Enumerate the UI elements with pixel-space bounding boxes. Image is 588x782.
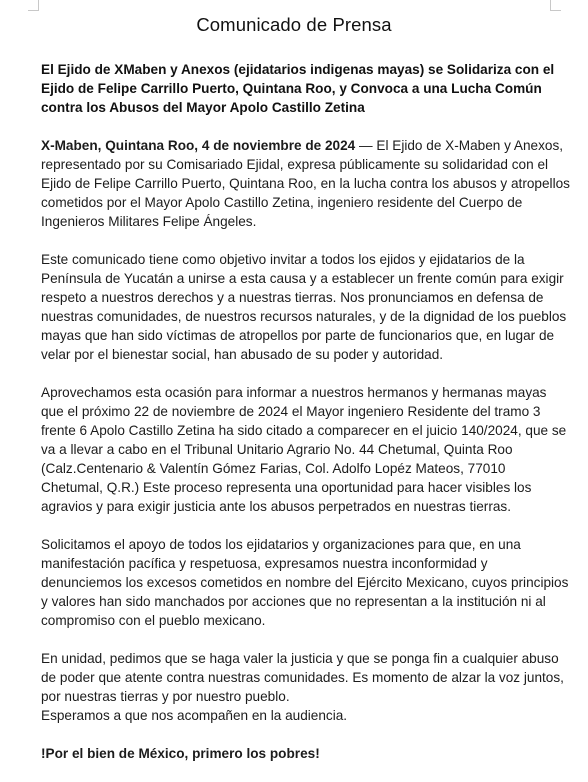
paragraph-unity: En unidad, pedimos que se haga valer la justicia y que se ponga fin a cualquier abuso de poder que atente contra nuestras comunidades. Es momento de alzar la voz juntos, por nuestras tierras y por nuestro pueblo. (41, 651, 564, 704)
paragraph-intro-text: — El Ejido de X-Maben y Anexos, representado por su Comisariado Ejidal, expresa públicamente su solidaridad con el Ejido de Felipe Carrillo Puerto, Quintana Roo, en la lucha contra los abusos y atropellos cometidos por el Mayor Apolo Castillo Zetina, ingeniero residente del Cuerpo de Ingenieros Militares Felipe Ángeles. (41, 138, 570, 229)
paragraph-support: Solicitamos el apoyo de todos los ejidatarios y organizaciones para que, en una manifestación pacífica y respetuosa, expresamos nuestra inconformidad y denunciemos los excesos cometidos en nombre del Ejército Mexicano, cuyos principios y valores han sido manchados por acciones que no representan a la institución ni al compromiso con el pueblo mexicano. (41, 537, 569, 628)
page-corner-mark-right (550, 0, 561, 11)
document-title: Comunicado de Prensa (196, 14, 392, 35)
paragraph-objective: Este comunicado tiene como objetivo invitar a todos los ejidos y ejidatarios de la Península de Yucatán a unirse a esta causa y a establecer un frente común para exigir respeto a nuestros derechos y a nuestras tierras. Nos pronunciamos en defensa de nuestras comunidades, de nuestros recursos naturales, y de la dignidad de los pueblos mayas que han sido víctimas de atropellos por parte de funcionarios que, en lugar de velar por el bienestar social, han abusado de su poder y autoridad. (41, 252, 567, 362)
paragraph-hearing: Aprovechamos esta ocasión para informar a nuestros hermanos y hermanas mayas que el próximo 22 de noviembre de 2024 el Mayor ingeniero Residente del tramo 3 frente 6 Apolo Castillo Zetina ha sido citado a comparecer en el juicio 140/2024, que se va a llevar a cabo en el Tribunal Unitario Agrario No. 44 Chetumal, Quinta Roo (Calz.Centenario & Valentín Gómez Farias, Col. Adolfo Lopéz Mateos, 77010 Chetumal, Q.R.) Este proceso representa una oportunidad para hacer visibles los agravios y para exigir justicia ante los abusos perpetrados en nuestras tierras. (41, 385, 567, 514)
paragraph-invitation: Esperamos a que nos acompañen en la audiencia. (41, 708, 348, 723)
page-corner-mark-left (28, 0, 39, 11)
closing-slogan: !Por el bien de México, primero los pobres! (41, 746, 320, 761)
paragraph-intro (41, 136, 571, 231)
press-headline: El Ejido de XMaben y Anexos (ejidatarios indigenas mayas) se Solidariza con el Ejido de Felipe Carrillo Puerto, Quintana Roo, y Convoca a una Lucha Común contra los Abusos del Mayor Apolo Castillo Zetina (41, 62, 555, 115)
document-body (41, 60, 571, 782)
dateline: X-Maben, Quintana Roo, 4 de noviembre de 2024 (41, 138, 356, 153)
